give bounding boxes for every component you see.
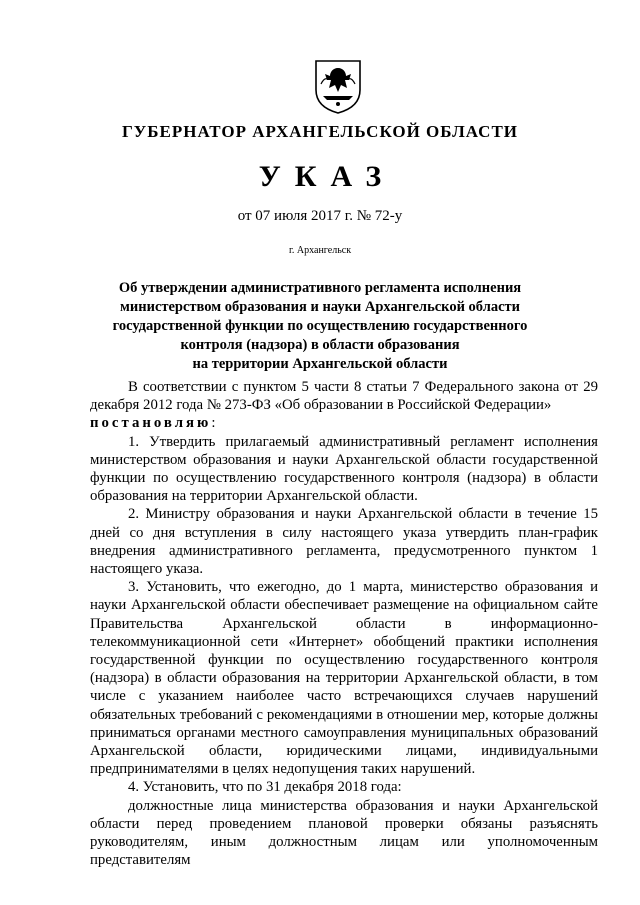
- date-number: от 07 июля 2017 г. № 72-у: [237, 208, 403, 224]
- city: г. Архангельск: [288, 245, 352, 256]
- resolve-colon: :: [211, 415, 216, 432]
- resolve-paragraph: [90, 414, 598, 432]
- paragraph-3: 3. Установить, что ежегодно, до 1 марта, министерство образования и науки Архангельской области обеспечивает размещение на официальном сайте Правительства Архангельской области в информационно-телекоммуникационной сети «Интернет» обобщений практики исполнения государственной функции по осуществлению государственного контроля (надзора) в области образования на территории Архангельской области, в том числе с указанием наиболее часто встречающихся случаев нарушений обязательных требований с рекомендациями в отношении мер, которые должны приниматься органами местного самоуправления муниципальных образований Архангельской области, юридическими лицами, индивидуальными предпринимателями в целях недопущения таких нарушений.: [90, 579, 598, 778]
- title-line: государственной функции по осуществлению государственного: [112, 318, 528, 334]
- paragraph-1: 1. Утвердить прилагаемый административный регламент исполнения министерством образования и науки Архангельской области государственной функции по осуществлению государственного контроля (надзора) в области образования на территории Архангельской области.: [90, 433, 598, 505]
- resolve-word: постановляю: [90, 415, 212, 432]
- paragraph-5: должностные лица министерства образования и науки Архангельской области перед проведением плановой проверки обязаны разъяснять руководителям, иным должностным лицам или уполномоченным представителям: [90, 797, 598, 869]
- paragraph-4: 4. Установить, что по 31 декабря 2018 года:: [128, 779, 402, 796]
- document-title: [110, 279, 530, 374]
- title-line: Об утверждении административного регламента исполнения: [118, 280, 522, 296]
- title-line: на территории Архангельской области: [192, 356, 448, 372]
- coat-of-arms-icon: [313, 58, 363, 114]
- title-line: контроля (надзора) в области образования: [180, 337, 460, 353]
- preamble-paragraph: [90, 378, 598, 414]
- paragraph-2: 2. Министру образования и науки Архангельской области в течение 15 дней со дня вступления в силу настоящего указа утвердить план-график внедрения административного регламента, предусмотренного пунктом 1 настоящего указа.: [90, 506, 598, 578]
- title-line: министерством образования и науки Архангельской области: [120, 299, 520, 315]
- document-type: УКАЗ: [258, 160, 396, 193]
- preamble-text: В соответствии с пунктом 5 части 8 статьи 7 Федерального закона от 29 декабря 2012 года № 273-ФЗ «Об образовании в Российской Федерации»: [90, 379, 598, 414]
- document-body: [90, 378, 598, 869]
- issuing-authority: ГУБЕРНАТОР АРХАНГЕЛЬСКОЙ ОБЛАСТИ: [121, 122, 519, 141]
